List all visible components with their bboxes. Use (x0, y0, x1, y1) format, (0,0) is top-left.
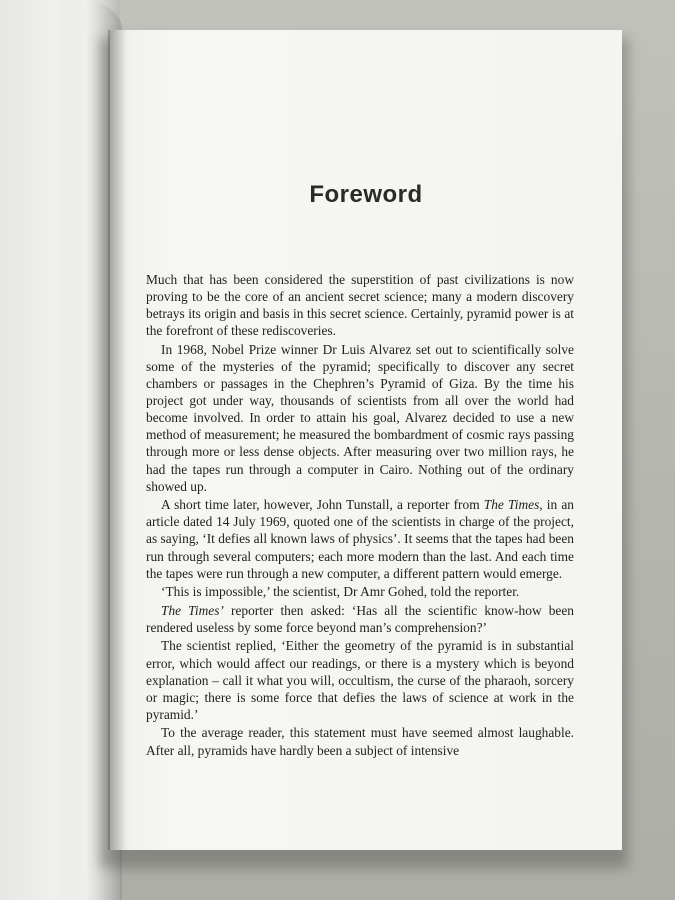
paragraph (146, 271, 574, 339)
italic-text: The Times’ (161, 602, 224, 618)
text-run: reporter then asked: ‘Has all the scientific know-how been rendered useless by some force beyond man’s comprehension?’ (146, 602, 574, 635)
paragraph (146, 496, 574, 581)
paragraph (146, 724, 574, 758)
text-run: , in an article dated 14 July 1969, quoted one of the scientists in charge of the project, as saying, ‘It defies all known laws of physics’. It seems that the tapes had been run through several computers; each more modern than the last. And each time the tapes were run through a new computer, a different pattern would emerge. (146, 497, 574, 581)
text-run: A short time later, however, John Tunstall, a reporter from (161, 497, 484, 513)
text-run: Much that has been considered the superstition of past civilizations is now proving to be the core of an ancient secret science; many a modern discovery betrays its origin and basis in this secret science. Certainly, pyramid power is at the forefront of these rediscoveries. (146, 272, 574, 339)
paragraph (146, 637, 574, 722)
text-run: In 1968, Nobel Prize winner Dr Luis Alvarez set out to scientifically solve some of the mysteries of the pyramid; specifically to discover any secret chambers or passages in the Chephren’s Pyramid of Giza. By the time his project got under way, thousands of scientists from all over the world had become involved. In order to attain his goal, Alvarez decided to use a new method of measurement; he measured the bombardment of cosmic rays passing through more or less dense objects. After measuring over two million rays, he had the tapes run through a computer in Cairo. Nothing out of the ordinary showed up. (146, 341, 574, 494)
text-run: To the average reader, this statement must have seemed almost laughable. After all, pyramids have hardly been a subject of intensive (146, 725, 574, 758)
paragraph (146, 583, 574, 600)
chapter-title: Foreword (309, 181, 423, 208)
paragraph (146, 341, 574, 495)
page-gutter-shadow (108, 30, 126, 850)
text-run: ‘This is impossible,’ the scientist, Dr Amr Gohed, told the reporter. (161, 584, 520, 600)
paragraph (146, 602, 574, 636)
italic-text: The Times (483, 497, 540, 513)
foreword-body (146, 271, 574, 760)
text-run: The scientist replied, ‘Either the geometry of the pyramid is in substantial error, which would affect our readings, or there is a mystery which is beyond explanation – call it what you will, occultism, the curse of the pharaoh, sorcery or magic; there is some force that defies the laws of science at work in the pyramid.’ (146, 638, 574, 722)
